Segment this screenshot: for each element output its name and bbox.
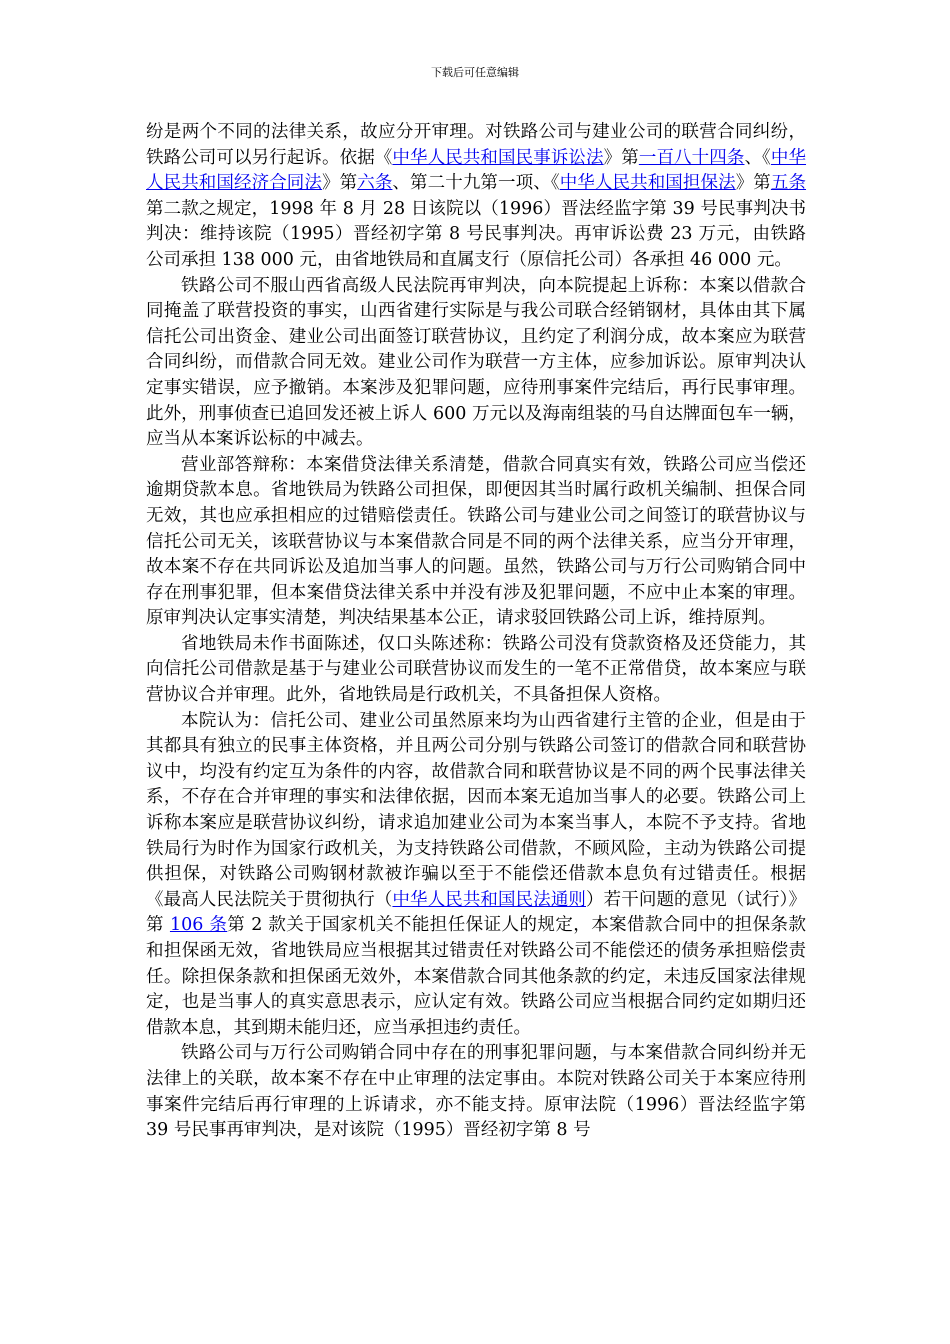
paragraph-text: 铁路公司不服山西省高级人民法院再审判决，向本院提起上诉称：本案以借款合同掩盖了联营投资的事实，山西省建行实际是与我公司联合经销钢材，具体由其下属信托公司出资金、建业公司出面签订联营协议，且约定了利润分成，故本案应为联营合同纠纷，而借款合同无效。建业公司作为联营一方主体，应参加诉讼。原审判决认定事实错误，应予撤销。本案涉及犯罪问题，应待刑事案件完结后，再行民事审理。此外，刑事侦查已追回发还被上诉人 600 万元以及海南组装的马自达牌面包车一辆，应当从本案诉讼标的中减去。 bbox=[146, 275, 806, 450]
law-link[interactable]: 中华人民共和国民事诉讼法 bbox=[392, 147, 604, 168]
paragraph-text: ）若干问题的意见（试行）》第 bbox=[146, 889, 807, 936]
law-link[interactable]: 106 条 bbox=[169, 915, 228, 936]
paragraph-text: 第 2 款关于国家机关不能担任保证人的规定，本案借款合同中的担保条款和担保函无效，省地铁局应当根据其过错责任对铁路公司不能偿还的债务承担赔偿责任。除担保条款和担保函无效外，本案借款合同其他条款的约定，未违反国家法律规定，也是当事人的真实意思表示，应认定有效。铁路公司应当根据合同约定如期归还借款本息，其到期未能归还，应当承担违约责任。 bbox=[146, 915, 806, 1038]
paragraph-text: 铁路公司与万行公司购销合同中存在的刑事犯罪问题，与本案借款合同纠纷并无法律上的关联，故本案不存在中止审理的法定事由。本院对铁路公司关于本案应待刑事案件完结后再行审理的上诉请求，亦不能支持。原审法院（1996）晋法经监字第 39 号民事再审判决，是对该院（1995）晋经初字第 8 号 bbox=[146, 1043, 806, 1141]
law-link[interactable]: 五条 bbox=[770, 173, 807, 194]
paragraph-text: 、第二十九第一项、《 bbox=[392, 173, 560, 194]
paragraph bbox=[146, 120, 806, 274]
law-link[interactable]: 中华人民共和国经济合同法 bbox=[146, 147, 807, 194]
paragraph-text: 》第 bbox=[322, 173, 358, 194]
law-link[interactable]: 中华人民共和国担保法 bbox=[559, 173, 736, 194]
paragraph-text: 营业部答辩称：本案借贷法律关系清楚，借款合同真实有效，铁路公司应当偿还逾期贷款本息。省地铁局为铁路公司担保，即便因其当时属行政机关编制、担保合同无效，其也应承担相应的过错赔偿责任。铁路公司与建业公司之间签订的联营协议与信托公司无关，该联营协议与本案借款合同是不同的两个法律关系，应当分开审理，故本案不存在共同诉讼及追加当事人的问题。虽然，铁路公司与万行公司购销合同中存在刑事犯罪，但本案借贷法律关系中并没有涉及犯罪问题，不应中止本案的审理。原审判决认定事实清楚，判决结果基本公正，请求驳回铁路公司上诉，维持原判。 bbox=[146, 454, 806, 629]
paragraph bbox=[146, 709, 806, 1042]
law-link[interactable]: 中华人民共和国民法通则 bbox=[392, 889, 587, 910]
paragraph bbox=[146, 632, 806, 709]
paragraph-text: 本院认为：信托公司、建业公司虽然原来均为山西省建行主管的企业，但是由于其都具有独立的民事主体资格，并且两公司分别与铁路公司签订的借款合同和联营协议中，均没有约定互为条件的内容，故借款合同和联营协议是不同的两个民事法律关系，不存在合并审理的事实和法律依据，因而本案无追加当事人的必要。铁路公司上诉称本案应是联营协议纠纷，请求追加建业公司为本案当事人，本院不予支持。省地铁局行为时作为国家行政机关，为支持铁路公司借款，不顾风险，主动为铁路公司提供担保，对铁路公司购钢材款被诈骗以至于不能偿还借款本息负有过错责任。根据《最高人民法院关于贯彻执行（ bbox=[146, 710, 806, 910]
law-link[interactable]: 六条 bbox=[357, 173, 393, 194]
paragraph-text: 》第 bbox=[735, 173, 771, 194]
paragraph-text: 》第 bbox=[603, 147, 639, 168]
page-header: 下载后可任意编辑 bbox=[431, 66, 519, 79]
paragraph bbox=[146, 453, 806, 632]
law-link[interactable]: 一百八十四条 bbox=[638, 147, 745, 168]
paragraph-text: 省地铁局未作书面陈述，仅口头陈述称：铁路公司没有贷款资格及还贷能力，其向信托公司借款是基于与建业公司联营协议而发生的一笔不正常借贷，故本案应与联营协议合并审理。此外，省地铁局是行政机关，不具备担保人资格。 bbox=[146, 633, 806, 706]
paragraph-text: 纷是两个不同的法律关系，故应分开审理。对铁路公司与建业公司的联营合同纠纷，铁路公司可以另行起诉。依据《 bbox=[146, 122, 806, 168]
paragraph bbox=[146, 1041, 806, 1143]
paragraph-text: 、《 bbox=[744, 147, 771, 168]
paragraph bbox=[146, 274, 806, 453]
paragraph-text: 第二款之规定，1998 年 8 月 28 日该院以（1996）晋法经监字第 39 号民事判决书判决：维持该院（1995）晋经初字第 8 号民事判决。再审诉讼费 23 万元，由铁路公司承担 138 000 元，由省地铁局和直属支行（原信托公司）各承担 46 000 元。 bbox=[146, 198, 806, 270]
document-body bbox=[146, 120, 806, 1144]
